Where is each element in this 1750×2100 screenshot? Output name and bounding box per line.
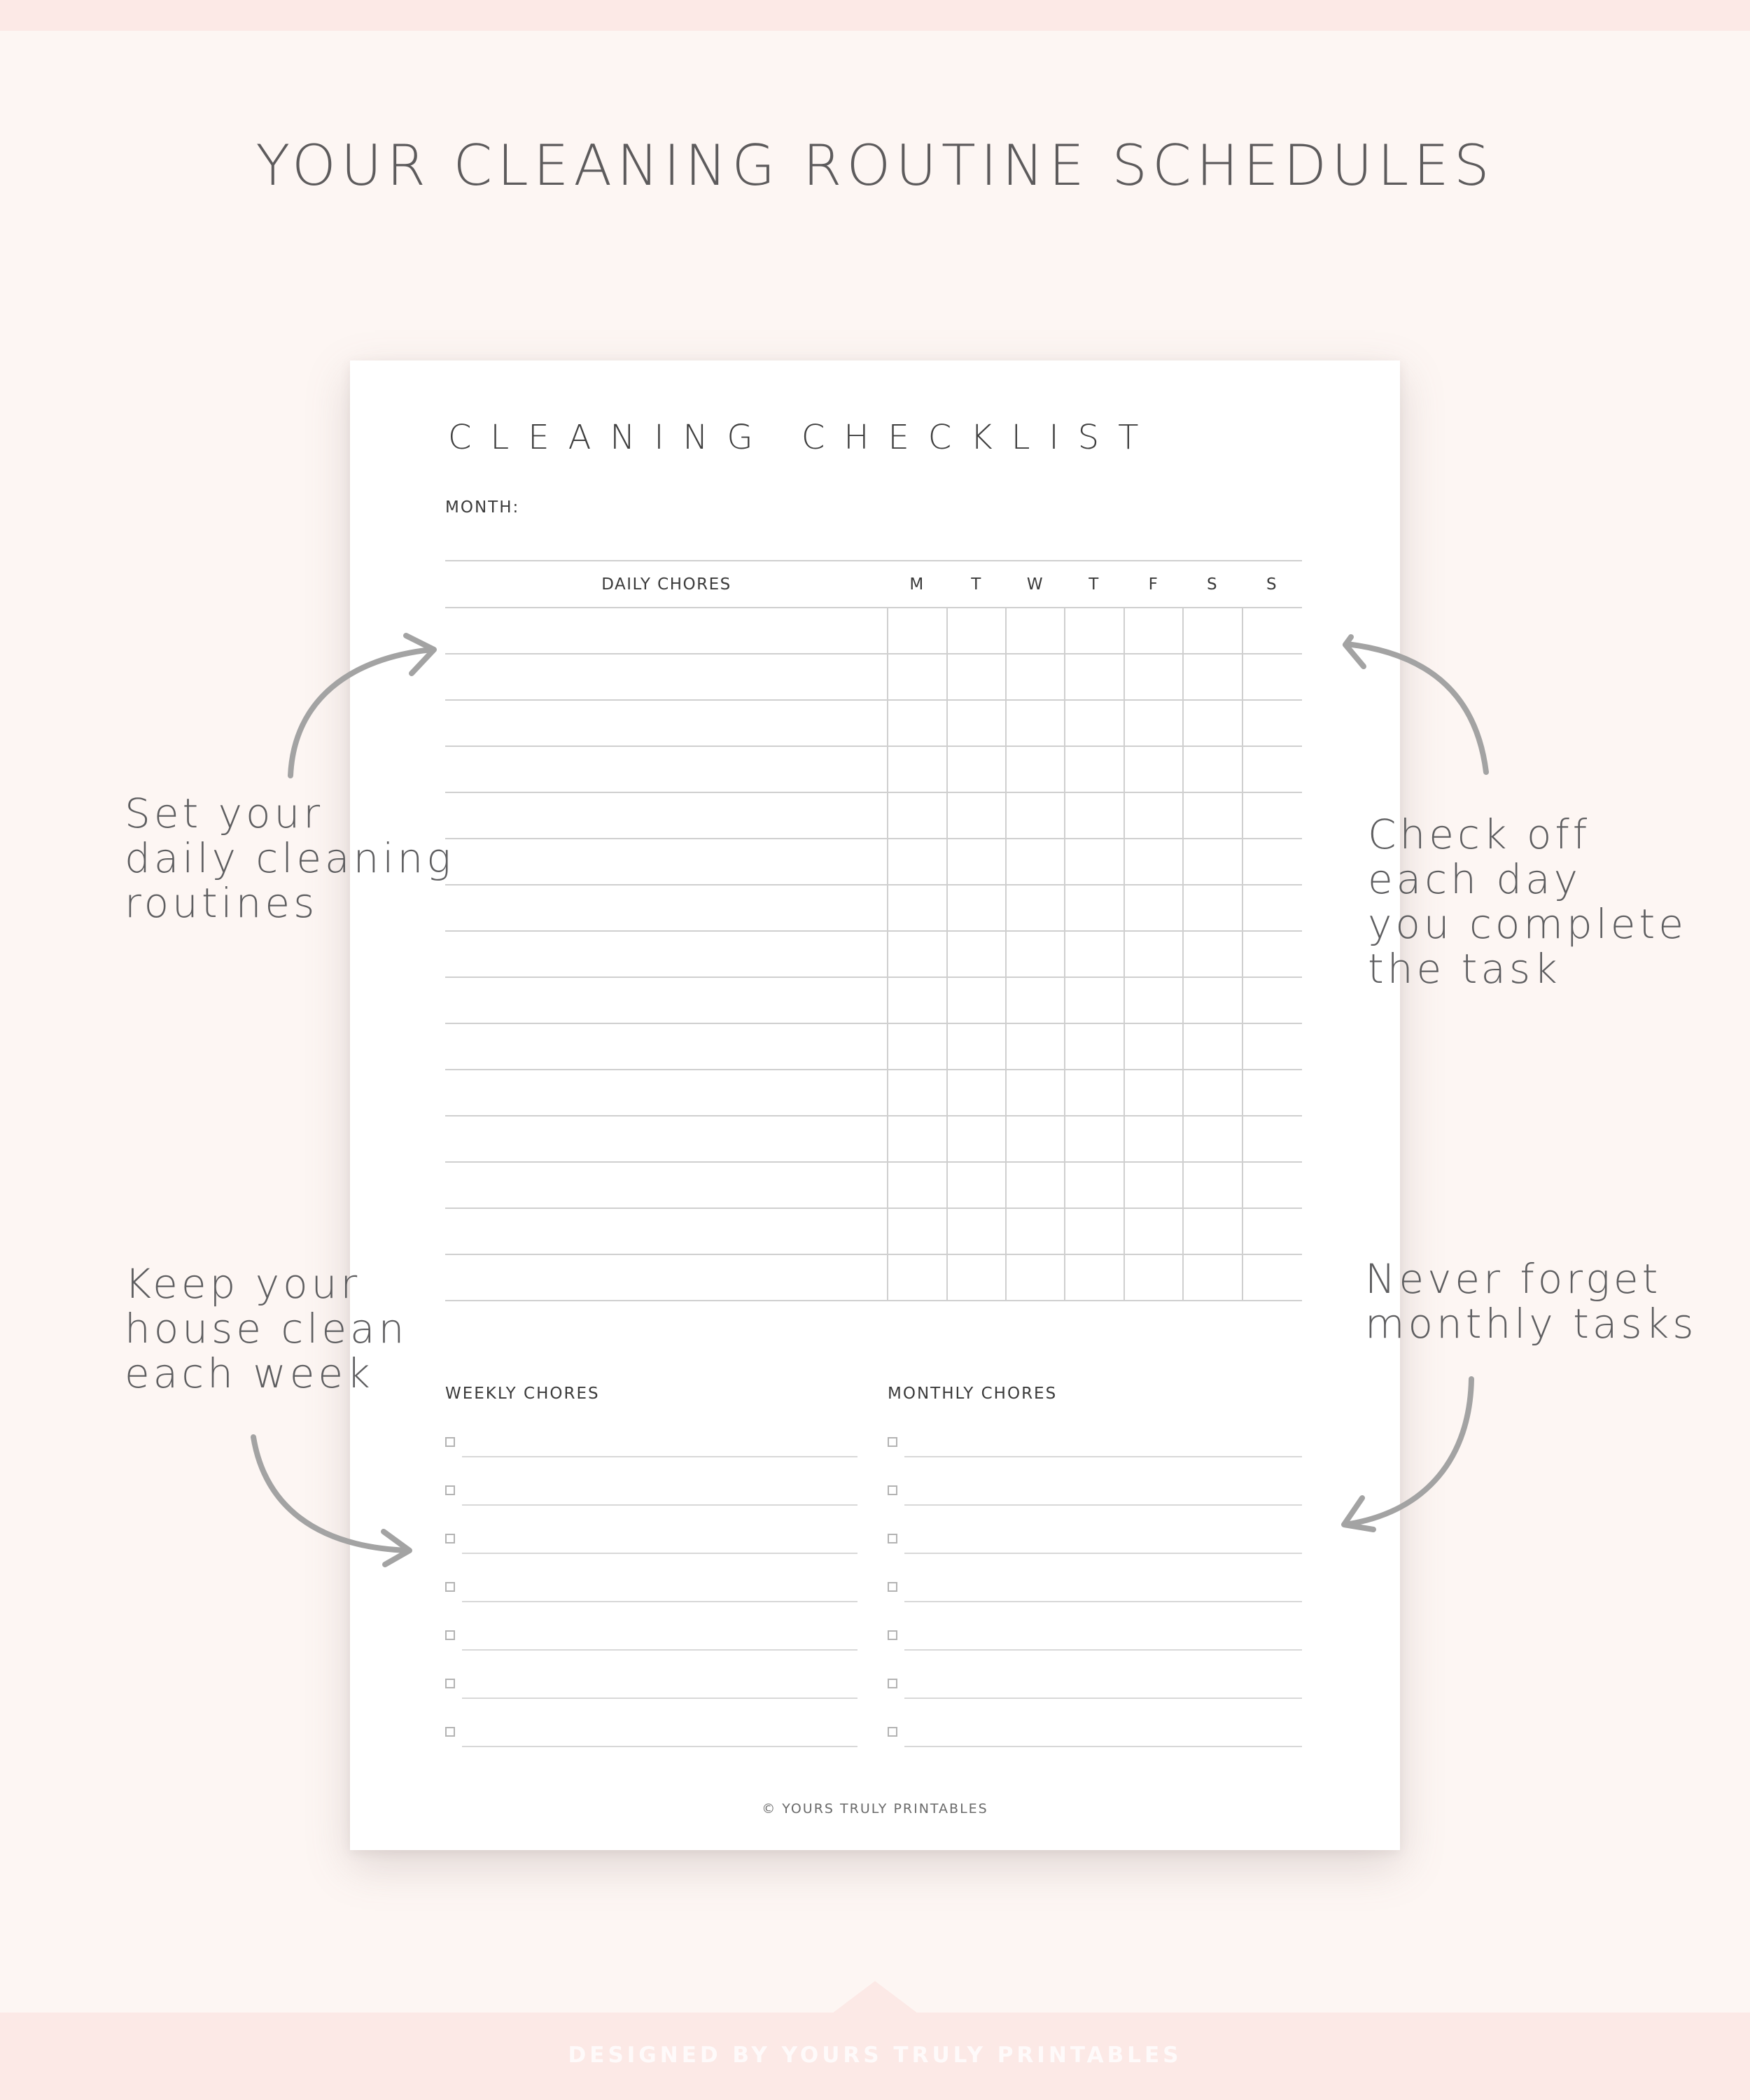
note-line: each day xyxy=(1368,855,1581,903)
weekly-chore-checkbox[interactable] xyxy=(445,1582,455,1592)
weekly-chore-entry-line[interactable] xyxy=(462,1601,858,1602)
daily-chores-header: DAILY CHORES xyxy=(601,575,732,594)
page-title: YOUR CLEANING ROUTINE SCHEDULES xyxy=(255,133,1494,198)
monthly-chore-checkbox[interactable] xyxy=(888,1679,897,1688)
top-band xyxy=(0,0,1750,31)
monthly-chore-entry-line[interactable] xyxy=(904,1504,1302,1506)
weekly-chore-entry-line[interactable] xyxy=(462,1456,858,1457)
day-header: T xyxy=(1088,575,1100,594)
weekly-chore-entry-line[interactable] xyxy=(462,1746,858,1747)
monthly-chore-checkbox[interactable] xyxy=(888,1630,897,1640)
monthly-chore-checkbox[interactable] xyxy=(888,1485,897,1495)
monthly-chore-entry-line[interactable] xyxy=(904,1698,1302,1699)
note-line: monthly tasks xyxy=(1365,1300,1698,1348)
sheet-copyright: © YOURS TRULY PRINTABLES xyxy=(762,1801,988,1816)
day-header: W xyxy=(1026,575,1044,594)
note-check-off xyxy=(1368,812,1687,991)
note-line: the task xyxy=(1368,945,1561,993)
monthly-chores-label: MONTHLY CHORES xyxy=(888,1385,1058,1403)
sheet-title: CLEANING CHECKLIST xyxy=(448,418,1158,457)
note-line: Check off xyxy=(1368,811,1591,858)
monthly-chore-entry-line[interactable] xyxy=(904,1553,1302,1554)
footer-credit: DESIGNED BY YOURS TRULY PRINTABLES xyxy=(568,2043,1182,2068)
note-daily-routines xyxy=(125,791,454,925)
day-header: F xyxy=(1148,575,1159,594)
note-line: Set your xyxy=(125,790,324,837)
note-line: each week xyxy=(125,1350,374,1397)
monthly-chore-entry-line[interactable] xyxy=(904,1601,1302,1602)
weekly-chore-entry-line[interactable] xyxy=(462,1504,858,1506)
weekly-chore-entry-line[interactable] xyxy=(462,1553,858,1554)
checklist-sheet xyxy=(350,360,1400,1850)
weekly-chore-entry-line[interactable] xyxy=(462,1698,858,1699)
note-line: daily cleaning xyxy=(125,834,455,882)
weekly-chore-checkbox[interactable] xyxy=(445,1437,455,1447)
footer-notch xyxy=(832,1981,918,2013)
weekly-chore-checkbox[interactable] xyxy=(445,1534,455,1544)
note-line: Never forget xyxy=(1365,1255,1662,1303)
weekly-chore-checkbox[interactable] xyxy=(445,1630,455,1640)
grid-lines xyxy=(445,561,1302,1301)
weekly-chores-label: WEEKLY CHORES xyxy=(445,1385,600,1403)
monthly-chore-checkbox[interactable] xyxy=(888,1727,897,1737)
weekly-chore-checkbox[interactable] xyxy=(445,1485,455,1495)
note-monthly xyxy=(1365,1256,1697,1346)
weekly-chore-checkbox[interactable] xyxy=(445,1679,455,1688)
weekly-chore-checkbox[interactable] xyxy=(445,1727,455,1737)
monthly-chore-entry-line[interactable] xyxy=(904,1649,1302,1651)
day-header: M xyxy=(909,575,925,594)
monthly-chore-checkbox[interactable] xyxy=(888,1437,897,1447)
monthly-chore-entry-line[interactable] xyxy=(904,1746,1302,1747)
note-line: Keep your xyxy=(125,1260,361,1308)
note-weekly xyxy=(125,1261,407,1396)
note-line: routines xyxy=(125,879,318,927)
monthly-chore-checkbox[interactable] xyxy=(888,1534,897,1544)
monthly-chore-checkbox[interactable] xyxy=(888,1582,897,1592)
weekly-chore-entry-line[interactable] xyxy=(462,1649,858,1651)
month-label: MONTH: xyxy=(445,498,520,517)
day-header: T xyxy=(971,575,982,594)
note-line: house clean xyxy=(125,1305,408,1352)
monthly-chore-entry-line[interactable] xyxy=(904,1456,1302,1457)
note-line: you complete xyxy=(1368,900,1687,948)
day-header: S xyxy=(1206,575,1219,594)
day-header: S xyxy=(1266,575,1278,594)
